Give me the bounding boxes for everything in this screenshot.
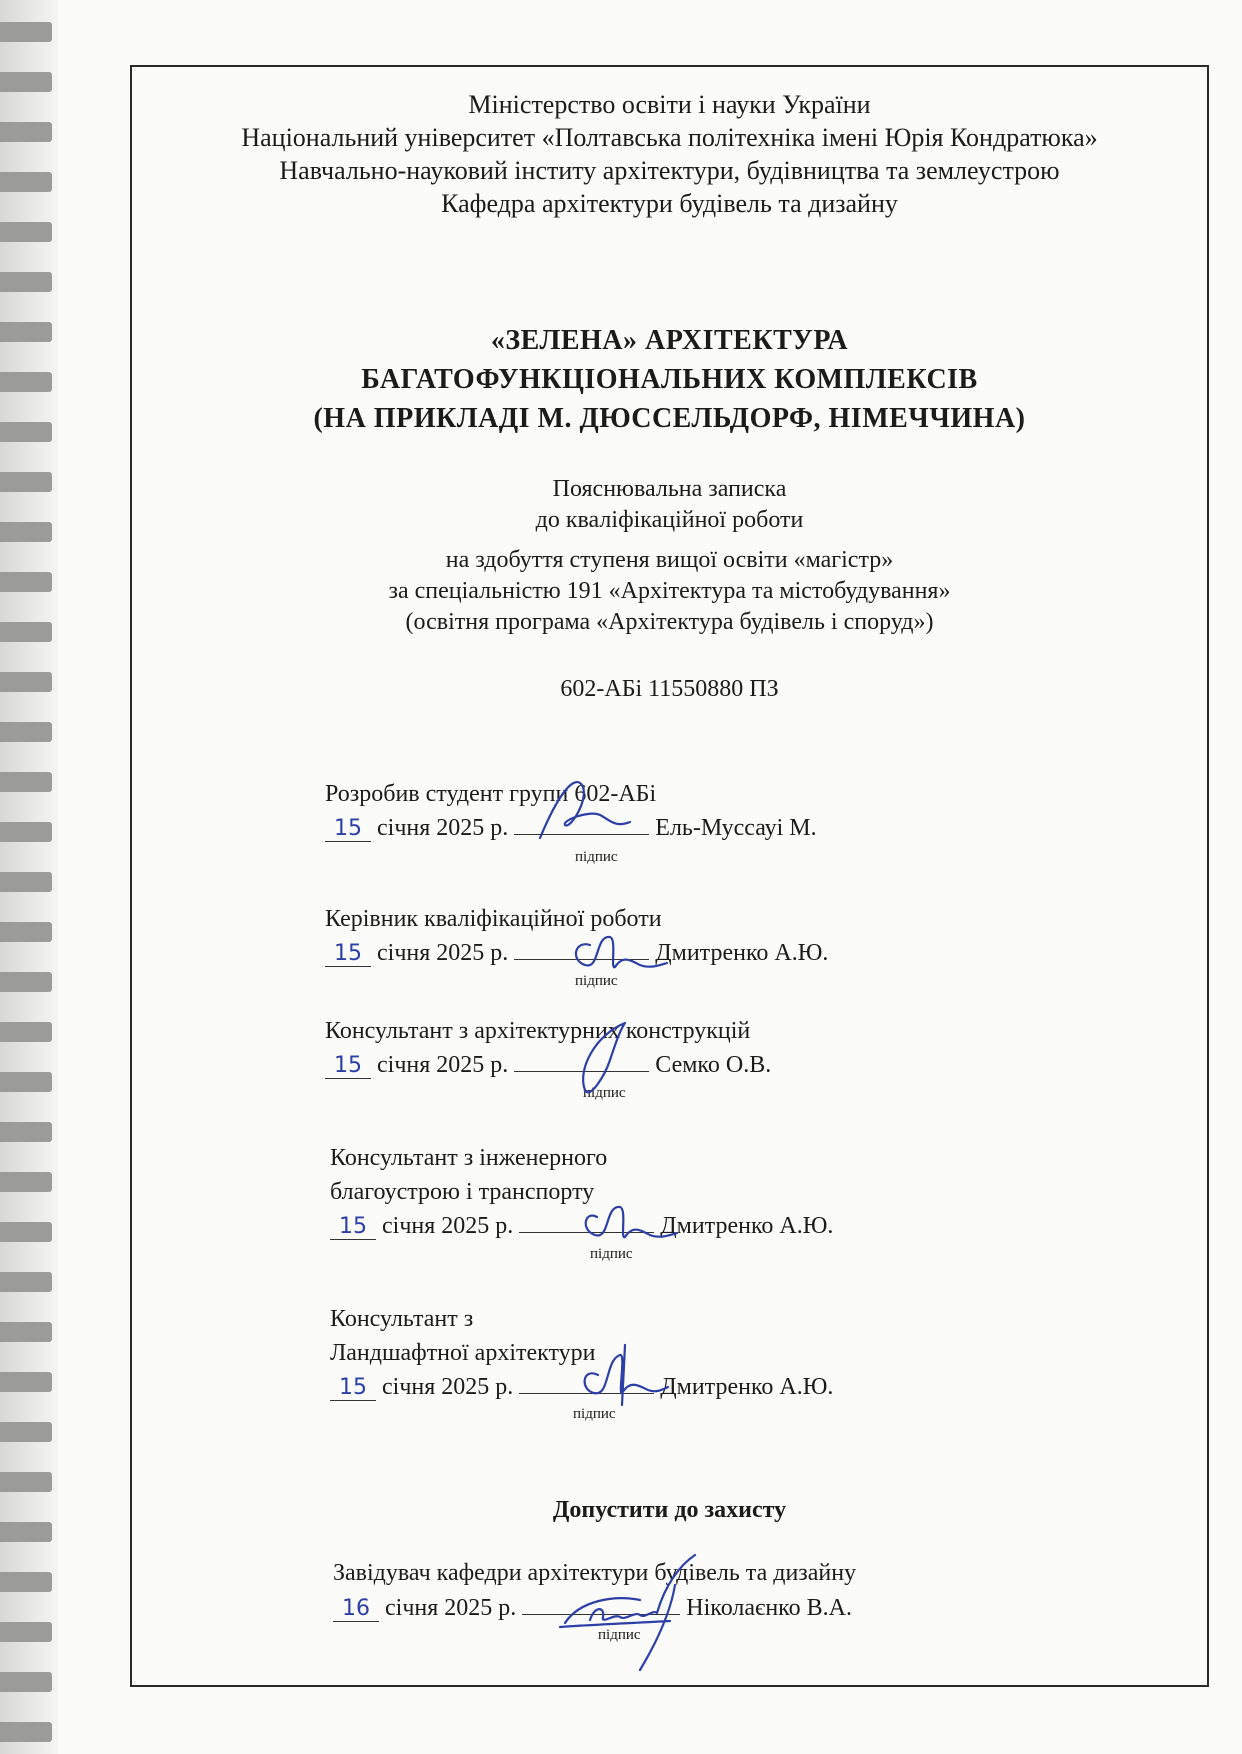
signatory-date-text: січня 2025 р.: [377, 815, 509, 841]
thesis-title-line-3: (НА ПРИКЛАДІ М. ДЮССЕЛЬДОРФ, НІМЕЧЧИНА): [313, 403, 1026, 434]
signatory-name: Дмитренко А.Ю.: [655, 940, 829, 966]
signatory-role-continued: благоустрою і транспорту: [330, 1179, 595, 1205]
page-frame: [130, 65, 1209, 1687]
signatory-date-row: [325, 1051, 771, 1079]
handwritten-signature-icon: [565, 1195, 685, 1255]
degree-line: на здобуття ступеня вищої освіти «магістр»: [445, 547, 894, 573]
institute-line: Навчально-науковий інститу архітектури, будівництва та землеустрою: [279, 156, 1060, 185]
thesis-title-line-1: «ЗЕЛЕНА» АРХІТЕКТУРА: [490, 325, 849, 356]
signatory-day: 15: [325, 1054, 371, 1079]
signatory-role: Розробив студент групи 602-АБі: [325, 781, 657, 807]
signatory-date-text: січня 2025 р.: [385, 1595, 517, 1621]
signature-caption: підпис: [583, 1085, 626, 1101]
signatory-date-text: січня 2025 р.: [377, 1052, 509, 1078]
signatory-day: 15: [325, 942, 371, 967]
handwritten-signature-icon: [565, 1015, 645, 1105]
handwritten-signature-icon: [520, 770, 640, 850]
signature-caption: підпис: [575, 849, 618, 865]
document-code: 602-АБі 11550880 ПЗ: [560, 676, 779, 702]
signatory-day: 15: [330, 1215, 376, 1240]
signature-caption: підпис: [590, 1246, 633, 1262]
signatory-day: 15: [325, 817, 371, 842]
approval-heading: Допустити до захисту: [552, 1497, 787, 1523]
signatory-day: 16: [333, 1597, 379, 1622]
signatory-name: Ель-Муссауі М.: [655, 815, 817, 841]
signatory-role: Консультант з архітектурних конструкцій: [325, 1018, 751, 1044]
signature-caption: підпис: [575, 973, 618, 989]
department-line: Кафедра архітектури будівель та дизайну: [441, 189, 898, 218]
doc-type-line: Пояснювальна записка: [552, 476, 787, 502]
signatory-name: Семко О.В.: [655, 1052, 772, 1078]
signatory-role: Завідувач кафедри архітектури будівель та дизайну: [333, 1560, 857, 1586]
signatory-name: Дмитренко А.Ю.: [660, 1374, 834, 1400]
thesis-title-line-2: БАГАТОФУНКЦІОНАЛЬНИХ КОМПЛЕКСІВ: [361, 364, 978, 395]
signatory-date-text: січня 2025 р.: [377, 940, 509, 966]
signatory-name: Ніколаєнко В.А.: [686, 1595, 852, 1621]
signature-caption: підпис: [573, 1406, 616, 1422]
signatory-date-text: січня 2025 р.: [382, 1374, 514, 1400]
signatory-role: Керівник кваліфікаційної роботи: [325, 906, 662, 932]
signatory-role: Консультант з: [330, 1306, 474, 1332]
handwritten-signature-icon: [560, 1335, 670, 1415]
program-line: (освітня програма «Архітектура будівель і споруд»): [405, 609, 934, 635]
doc-purpose-line: до кваліфікаційної роботи: [535, 507, 804, 533]
signatory-day: 15: [330, 1376, 376, 1401]
signatory-name: Дмитренко А.Ю.: [660, 1213, 834, 1239]
handwritten-signature-icon: [545, 1545, 715, 1675]
specialty-line: за спеціальністю 191 «Архітектура та містобудування»: [388, 578, 951, 604]
signatory-date-text: січня 2025 р.: [382, 1213, 514, 1239]
university-line: Національний університет «Полтавська політехніка імені Юрія Кондратюка»: [241, 123, 1098, 152]
spiral-binding: [0, 0, 58, 1754]
ministry-line: Міністерство освіти і науки України: [468, 90, 871, 119]
signature-caption: підпис: [598, 1627, 641, 1643]
handwritten-signature-icon: [555, 925, 675, 985]
signatory-role-continued: Ландшафтної архітектури: [330, 1340, 596, 1366]
signatory-role: Консультант з інженерного: [330, 1145, 608, 1171]
